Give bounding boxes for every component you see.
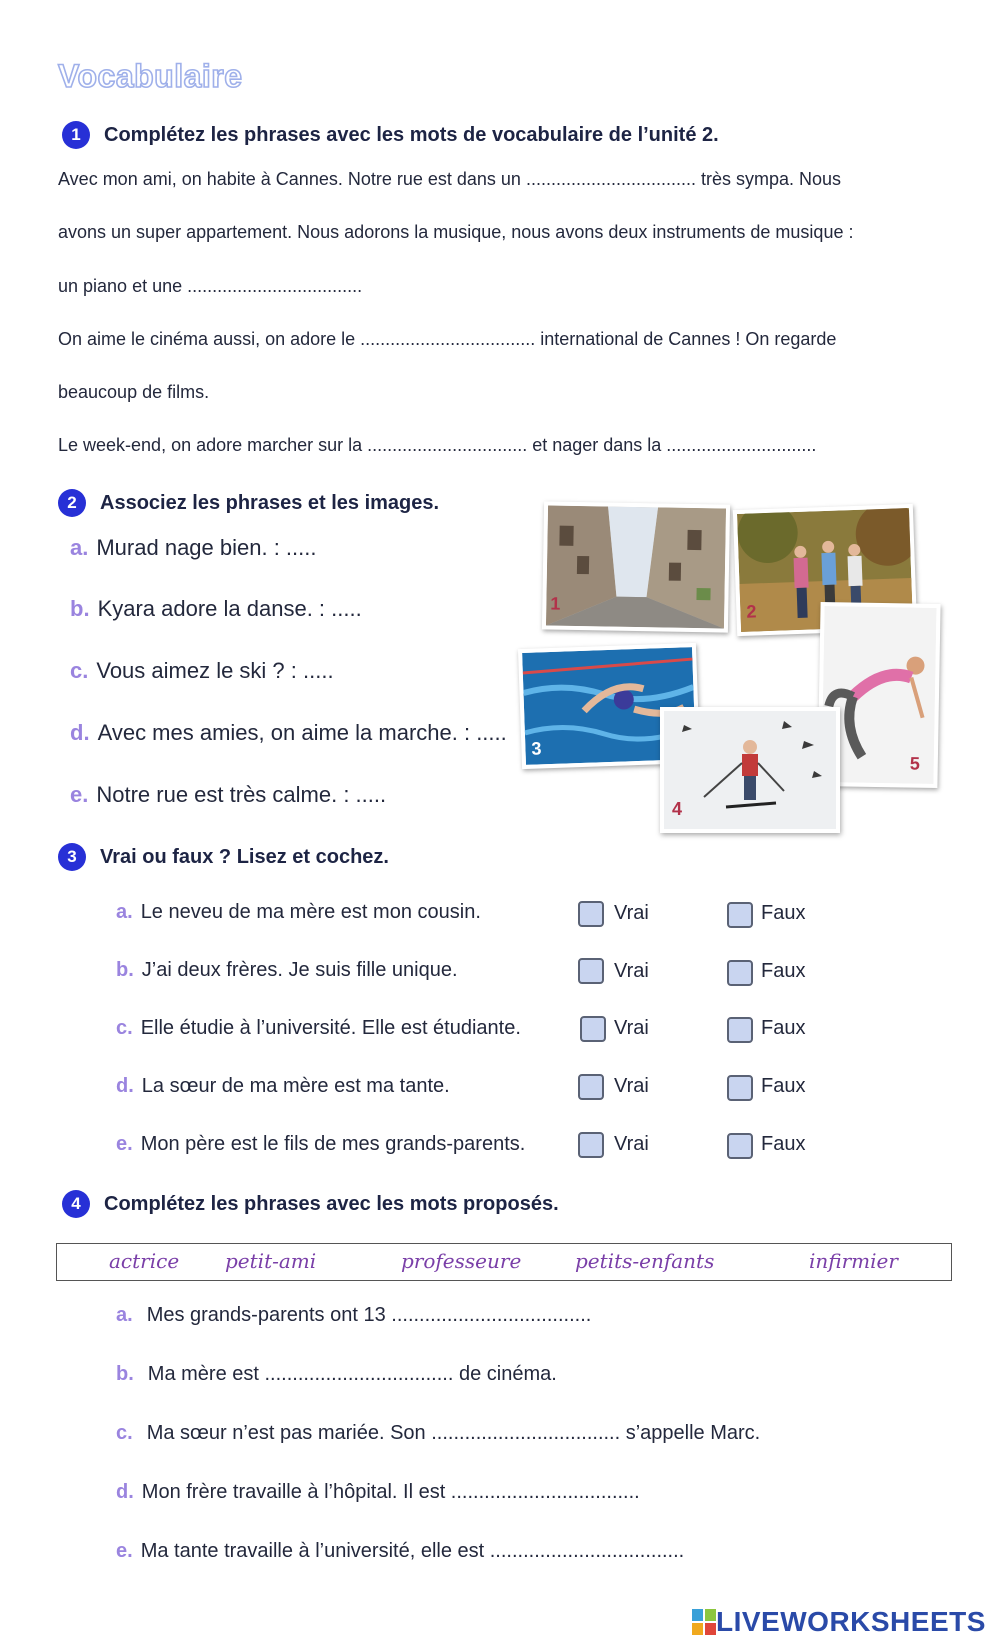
item-text: Ma sœur n’est pas mariée. Son .................................. s’appelle Marc. (146, 1422, 761, 1444)
section-title: Associez les phrases et les images. (100, 491, 440, 514)
section-title: Complétez les phrases avec les mots de vocabulaire de l’unité 2. (104, 123, 719, 146)
exercise4-item (116, 1422, 760, 1445)
item-letter: c. (116, 1017, 133, 1039)
vrai-checkbox-d[interactable] (578, 1074, 604, 1100)
word-bank-item: infirmier (809, 1249, 898, 1273)
section-4-header (62, 1190, 559, 1218)
exercise3-item (116, 901, 481, 924)
item-text: Mon père est le fils de mes grands-parents. (140, 1133, 526, 1155)
page-title: Vocabulaire (58, 58, 243, 94)
photo-number: 2 (746, 601, 757, 622)
vrai-checkbox-c[interactable] (580, 1016, 606, 1042)
faux-label: Faux (761, 902, 806, 924)
exercise1-line: Avec mon ami, on habite à Cannes. Notre rue est dans un .................................. très sympa. Nous (58, 169, 842, 189)
item-letter: d. (116, 1481, 134, 1503)
item-letter: d. (70, 720, 90, 745)
section-3-header (58, 843, 389, 871)
faux-label: Faux (761, 1017, 806, 1039)
faux-label: Faux (761, 1133, 806, 1155)
item-letter: b. (116, 1363, 134, 1385)
faux-checkbox-e[interactable] (727, 1133, 753, 1159)
faux-checkbox-d[interactable] (727, 1075, 753, 1101)
vrai-checkbox-b[interactable] (578, 958, 604, 984)
faux-checkbox-b[interactable] (727, 960, 753, 986)
section-1-header (62, 121, 719, 149)
vrai-label: Vrai (614, 1075, 649, 1097)
photo-number: 1 (550, 593, 561, 614)
liveworksheets-logo (692, 1606, 986, 1638)
exercise3-item (116, 959, 458, 982)
exercise4-item (116, 1304, 591, 1327)
item-letter: d. (116, 1075, 134, 1097)
vrai-label: Vrai (614, 960, 649, 982)
section-number: 2 (58, 489, 86, 517)
item-letter: e. (70, 782, 89, 807)
photo-number: 5 (909, 753, 920, 774)
word-bank (56, 1243, 952, 1281)
photo-skiing (660, 707, 840, 833)
exercise1-line: avons un super appartement. Nous adorons la musique, nous avons deux instruments de musique : (58, 222, 854, 242)
item-text: Vous aimez le ski ? : ..... (96, 658, 334, 683)
photo-number: 3 (531, 738, 542, 759)
exercise4-item (116, 1363, 557, 1386)
section-number: 1 (62, 121, 90, 149)
item-letter: b. (116, 959, 134, 981)
vrai-label: Vrai (614, 1017, 649, 1039)
item-text: Ma tante travaille à l’université, elle est ................................... (140, 1540, 685, 1562)
exercise4-item (116, 1481, 640, 1504)
item-text: Elle étudie à l’université. Elle est étudiante. (140, 1017, 521, 1039)
item-text: Ma mère est .................................. de cinéma. (147, 1363, 557, 1385)
item-letter: a. (70, 535, 89, 560)
section-number: 4 (62, 1190, 90, 1218)
item-letter: a. (116, 1304, 133, 1326)
faux-checkbox-a[interactable] (727, 902, 753, 928)
exercise1-line: On aime le cinéma aussi, on adore le ................................... international de Cannes ! On regarde (58, 329, 837, 349)
item-letter: c. (116, 1422, 133, 1444)
faux-label: Faux (761, 960, 806, 982)
section-number: 3 (58, 843, 86, 871)
exercise2-item (70, 658, 334, 684)
item-letter: e. (116, 1133, 133, 1155)
item-letter: a. (116, 901, 133, 923)
exercise3-item (116, 1017, 521, 1040)
section-2-header (58, 489, 439, 517)
vrai-label: Vrai (614, 902, 649, 924)
exercise3-item (116, 1075, 450, 1098)
word-bank-item: petits-enfants (575, 1249, 715, 1273)
item-text: Avec mes amies, on aime la marche. : ..... (97, 720, 507, 745)
exercise2-item (70, 720, 507, 746)
exercise2-item (70, 535, 317, 561)
item-text: Mes grands-parents ont 13 .................................... (146, 1304, 592, 1326)
item-text: Murad nage bien. : ..... (96, 535, 317, 560)
item-text: Kyara adore la danse. : ..... (97, 596, 362, 621)
logo-text: LIVEWORKSHEETS (716, 1606, 986, 1637)
vrai-checkbox-a[interactable] (578, 901, 604, 927)
section-title: Vrai ou faux ? Lisez et cochez. (100, 845, 389, 868)
faux-label: Faux (761, 1075, 806, 1097)
vrai-label: Vrai (614, 1133, 649, 1155)
exercise2-item (70, 782, 386, 808)
exercise1-line: un piano et une ................................... (58, 276, 363, 296)
item-letter: e. (116, 1540, 133, 1562)
vrai-checkbox-e[interactable] (578, 1132, 604, 1158)
item-letter: c. (70, 658, 89, 683)
item-letter: b. (70, 596, 90, 621)
word-bank-item: actrice (109, 1249, 180, 1273)
section-title: Complétez les phrases avec les mots proposés. (104, 1192, 559, 1215)
liveworksheets-logo-icon (692, 1609, 716, 1635)
item-text: J’ai deux frères. Je suis fille unique. (141, 959, 458, 981)
exercise2-item (70, 596, 362, 622)
faux-checkbox-c[interactable] (727, 1017, 753, 1043)
photo-street (542, 501, 730, 632)
item-text: La sœur de ma mère est ma tante. (141, 1075, 450, 1097)
word-bank-item: petit-ami (225, 1249, 317, 1273)
exercise3-item (116, 1133, 525, 1156)
exercise1-line: beaucoup de films. (58, 382, 210, 402)
item-text: Le neveu de ma mère est mon cousin. (140, 901, 481, 923)
item-text: Mon frère travaille à l’hôpital. Il est .................................. (141, 1481, 640, 1503)
exercise4-item (116, 1540, 684, 1563)
exercise1-line: Le week-end, on adore marcher sur la ................................ et nager dans la .............................. (58, 435, 817, 455)
word-bank-item: professeure (401, 1249, 522, 1273)
item-text: Notre rue est très calme. : ..... (96, 782, 387, 807)
photo-number: 4 (672, 799, 683, 819)
